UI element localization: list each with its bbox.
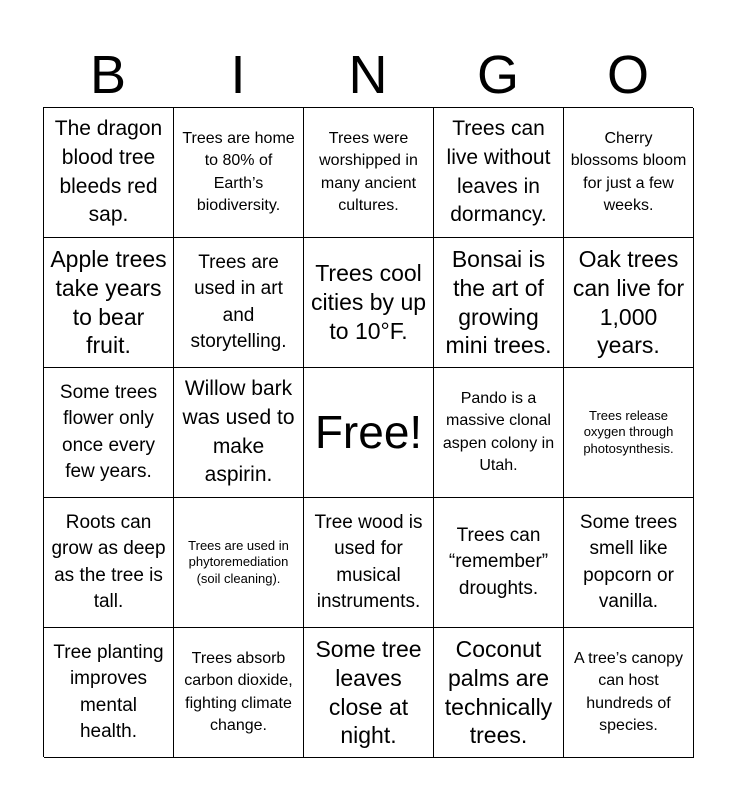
cell-text: Tree planting improves mental health. [53, 642, 164, 742]
cell-text: Trees cool cities by up to 10°F. [310, 260, 427, 344]
bingo-cell-i4[interactable] [174, 498, 304, 628]
bingo-cell-b3[interactable] [44, 368, 174, 498]
bingo-cell-i1[interactable] [174, 108, 304, 238]
cell-text: Willow bark was used to make aspirin. [182, 376, 295, 487]
cell-text: Trees are home to 80% of Earth’s biodiversity. [182, 129, 295, 214]
cell-text: Trees can live without leaves in dormancy. [446, 116, 551, 227]
cell-text: Trees are used in art and storytelling. [190, 252, 287, 352]
bingo-cell-b2[interactable] [44, 238, 174, 368]
bingo-cell-n4[interactable] [304, 498, 434, 628]
bingo-header [43, 44, 693, 106]
cell-text: Some tree leaves close at night. [315, 635, 422, 749]
cell-text: Coconut palms are technically trees. [444, 635, 553, 749]
bingo-free-space[interactable] [304, 368, 434, 498]
bingo-cell-o4[interactable] [564, 498, 694, 628]
cell-text: Pando is a massive clonal aspen colony in Utah. [442, 389, 555, 474]
cell-text: Trees were worshipped in many ancient cultures. [319, 129, 418, 214]
bingo-cell-o3[interactable] [564, 368, 694, 498]
cell-text: Trees release oxygen through photosynthesis. [583, 407, 674, 456]
bingo-cell-g1[interactable] [434, 108, 564, 238]
bingo-cell-b1[interactable] [44, 108, 174, 238]
bingo-cell-i3[interactable] [174, 368, 304, 498]
cell-text: Apple trees take years to bear fruit. [50, 245, 167, 359]
bingo-cell-g4[interactable] [434, 498, 564, 628]
cell-text: A tree’s canopy can host hundreds of species. [573, 649, 684, 734]
bingo-cell-o2[interactable] [564, 238, 694, 368]
bingo-cell-g3[interactable] [434, 368, 564, 498]
bingo-cell-i2[interactable] [174, 238, 304, 368]
cell-text: Some trees smell like popcorn or vanilla. [579, 512, 678, 612]
bingo-cell-n5[interactable] [304, 628, 434, 758]
free-space-text: Free! [314, 406, 423, 459]
cell-text: Bonsai is the art of growing mini trees. [445, 245, 552, 359]
bingo-cell-o1[interactable] [564, 108, 694, 238]
cell-text: The dragon blood tree bleeds red sap. [54, 116, 163, 227]
bingo-cell-n2[interactable] [304, 238, 434, 368]
header-letter-b: B [89, 45, 127, 105]
cell-text: Some trees flower only once every few years. [59, 382, 158, 482]
bingo-cell-g2[interactable] [434, 238, 564, 368]
header-letter-g: G [476, 45, 519, 105]
bingo-cell-b5[interactable] [44, 628, 174, 758]
cell-text: Roots can grow as deep as the tree is tall. [51, 512, 166, 612]
bingo-board [43, 107, 693, 757]
cell-text: Oak trees can live for 1,000 years. [572, 245, 685, 359]
cell-text: Trees are used in phytoremediation (soil cleaning). [188, 537, 289, 586]
header-letter-o: O [606, 45, 649, 105]
bingo-cell-g5[interactable] [434, 628, 564, 758]
cell-text: Trees can “remember” droughts. [448, 525, 549, 599]
bingo-cell-o5[interactable] [564, 628, 694, 758]
header-letter-i: I [230, 45, 246, 105]
cell-text: Tree wood is used for musical instruments. [314, 512, 423, 612]
cell-text: Cherry blossoms bloom for just a few weeks. [570, 129, 687, 214]
header-letter-n: N [348, 45, 388, 105]
cell-text: Trees absorb carbon dioxide, fighting climate change. [184, 649, 293, 734]
bingo-cell-i5[interactable] [174, 628, 304, 758]
bingo-cell-n1[interactable] [304, 108, 434, 238]
bingo-cell-b4[interactable] [44, 498, 174, 628]
